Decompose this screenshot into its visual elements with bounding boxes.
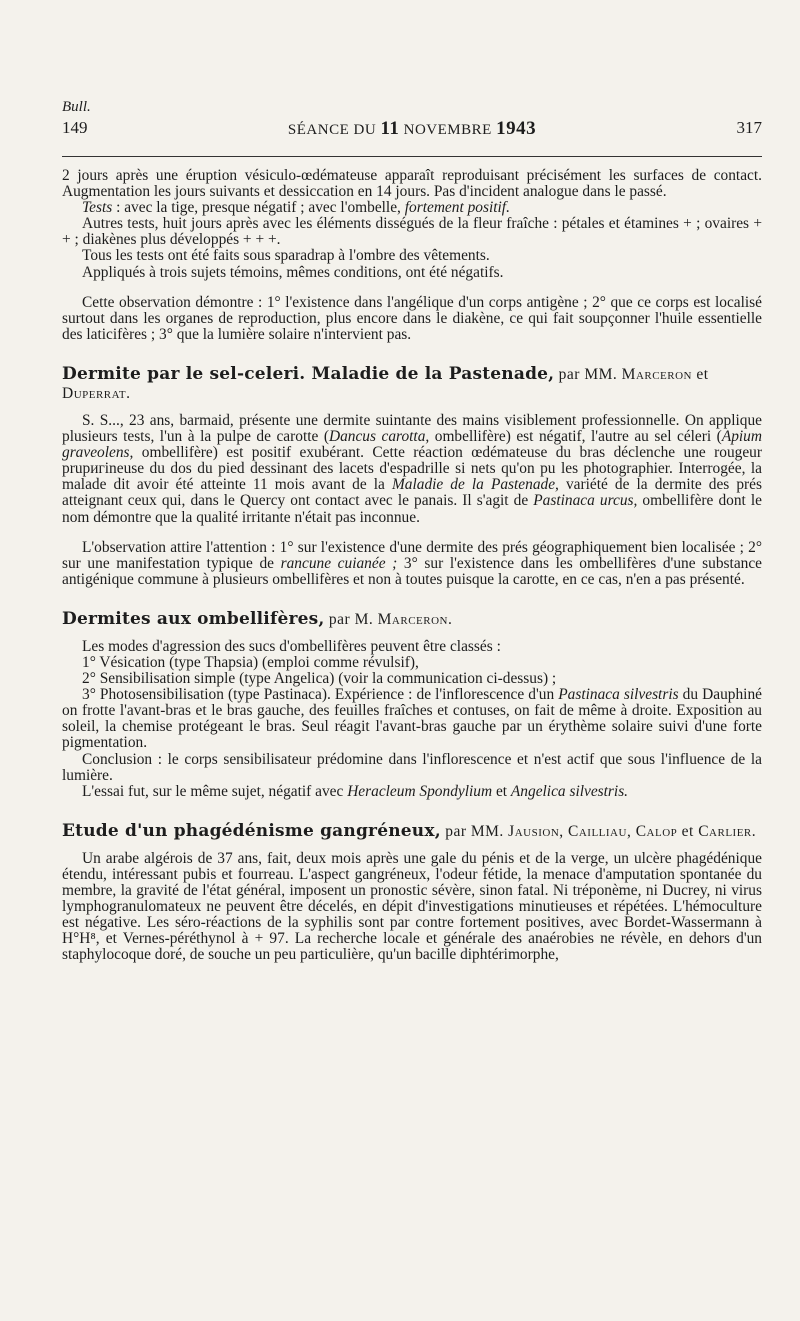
section-3-title: Etude d'un phagédénisme gangréneux, xyxy=(62,820,441,841)
left-page-number: 149 xyxy=(62,118,88,137)
tests-result: fortement positif. xyxy=(404,199,510,217)
intro-tests-paragraph xyxy=(62,200,762,216)
intro-paragraph-4: Tous les tests ont été faits sous sparadrap à l'ombre des vêtements. xyxy=(82,247,490,265)
s2p6-i2: Angelica silvestris. xyxy=(510,782,629,800)
section-1-paragraph-2 xyxy=(62,540,762,588)
section-3-authors: Jausion, Cailliau, Calop xyxy=(508,822,678,840)
section-1-paragraph-1 xyxy=(62,413,762,526)
s1p1-d: variété de la dermite des prés atteignant ceux qui, dans le Quercy ont contact avec le panais. Il s'agit de xyxy=(62,476,763,510)
section-2-title: Dermites aux ombellifères, xyxy=(62,608,325,629)
section-1-author-b: Duperrat. xyxy=(62,384,131,402)
s1p2-a: L'observation attire l'attention : 1° sur l'existence d'une dermite des prés géographiquement bien localisée ; 2° sur une manifestation typique de xyxy=(62,538,762,572)
section-1-title: Dermite par le sel-celeri. Maladie de la Pastenade, xyxy=(62,363,555,384)
intro-paragraph-3: Autres tests, huit jours après avec les éléments disségués de la fleur fraîche : pétales et étamines + ; ovaires + + ; diakènes plus développés + + +. xyxy=(62,215,762,249)
section-3-by: par MM. xyxy=(440,822,509,840)
intro-conclusion-paragraph: Cette observation démontre : 1° l'existence dans l'angélique d'un corps antigène ; 2° que ce corps est localisé surtout dans les organes de reproduction, plus encore dans le diakène, ce qui fait soupçonner l'huile essentielle des laticifères ; 3° que la lumière solaire n'intervient pas. xyxy=(62,293,762,343)
section-2-paragraph-3: 2° Sensibilisation simple (type Angelica) (voir la communication ci-dessus) ; xyxy=(82,670,557,688)
s1p1-i3: Maladie de la Pastenade, xyxy=(391,476,559,494)
header-title-day: 11 xyxy=(380,118,400,139)
tests-label: Tests xyxy=(82,199,113,217)
section-2-author: Marceron. xyxy=(377,610,453,628)
section-3-and: et xyxy=(677,822,699,840)
running-header xyxy=(62,118,762,144)
s1p1-a: S. S..., 23 ans, barmaid, présente une dermite suintante des mains visiblement professionnelle. On applique plusieurs tests, l'un à la pulpe de carotte ( xyxy=(62,411,762,446)
header-title xyxy=(62,118,762,140)
s1p1-e: ombellifère dont le nom démontre que la qualité irritante n'était pas inconnue. xyxy=(62,492,762,526)
header-title-pre: SÉANCE DU xyxy=(287,122,377,138)
section-2-paragraph-6 xyxy=(62,784,762,800)
intro-paragraph-1: 2 jours après une éruption vésiculo-œdémateuse apparaît reproduisant précisément les surfaces de contact. Augmentation les jours suivants et dessiccation en 14 jours. Pas d'incident analogue dans le passé. xyxy=(62,167,762,201)
section-1-by: par MM. xyxy=(554,365,622,383)
header-rule xyxy=(62,156,762,157)
section-3-author-last: Carlier. xyxy=(698,822,757,840)
page-body xyxy=(62,168,762,963)
s1p2-b: 3° sur l'existence dans les ombellifères d'une substance antigénique commune à plusieurs ombellifères et non à toutes puisque la carotte, en ce cas, n'en a pas présenté. xyxy=(62,554,763,588)
header-title-year: 1943 xyxy=(496,118,537,139)
s2p6-i1: Heracleum Spondylium xyxy=(347,782,493,800)
section-2-paragraph-4 xyxy=(62,687,762,751)
section-3-heading xyxy=(62,822,762,841)
page-number: 317 xyxy=(736,118,762,137)
s1p1-i4: Pastinaca urcus, xyxy=(533,492,638,510)
section-2-paragraph-2: 1° Vésication (type Thapsia) (emploi comme révulsif), xyxy=(82,653,419,671)
bulletin-stamp: Bull. xyxy=(62,99,91,115)
section-2-byline xyxy=(325,611,453,628)
s1p1-i1: Dancus carotta, xyxy=(328,428,430,446)
section-1-and: et xyxy=(692,365,709,383)
section-1-heading xyxy=(62,365,762,403)
s2p6-a: L'essai fut, sur le même sujet, négatif avec xyxy=(82,782,348,800)
section-3-byline xyxy=(441,823,756,840)
section-1-author-a: Marceron xyxy=(621,365,692,383)
s1p1-c: ombellifère) est positif exubérant. Cette réaction œdémateuse du bras déclenche une rougeur pruригineuse du dos du pied dessinant des lacets d'espadrille si nets qu'on pu les photographier. Interrogée, la malade dit avoir été atteinte 11 mois avant de la xyxy=(62,444,762,494)
s2p6-b: et xyxy=(492,782,511,800)
section-2-paragraph-5: Conclusion : le corps sensibilisateur prédomine dans l'inflorescence et n'est actif que sous l'influence de la lumière. xyxy=(62,750,762,784)
section-2-paragraph-1: Les modes d'agression des sucs d'ombellifères peuvent être classés : xyxy=(82,637,501,655)
s1p2-i: rancune cuianée ; xyxy=(280,554,398,572)
header-title-month: NOVEMBRE xyxy=(403,122,492,138)
section-3-paragraph-1: Un arabe algérois de 37 ans, fait, deux mois après une gale du pénis et de la verge, un ulcère phagédénique étendu, intéressant pubis et fourreau. L'aspect gangréneux, l'odeur fétide, la menace d'amputation spontanée du membre, la gravité de l'état général, imposent un pronostic sévère, sinon fatal. Ni tréponème, ni Ducrey, ni virus lymphogranulomateux ne peuvent être décelés, en dépit d'investigations minutieuses et répétées. L'hémoculture est négative. Les séro-réactions de la syphilis sont par contre fortement positives, avec Bordet-Wassermann à H°H⁸, et Vernes-péréthynol à + 97. La recherche locale et générale des anaérobies ne révèle, en dehors d'un staphylocoque doré, de souche un peu particulière, qu'un bacille diphtérimorphe, xyxy=(62,849,762,964)
tests-text: : avec la tige, presque négatif ; avec l'ombelle, xyxy=(112,199,405,217)
s2p4-b: du Dauphiné on frotte l'avant-bras et le bras gauche, des feuilles fraîches et contuses, on fait de même à droite. Exposition au soleil, la chemise protégeant le bras. Seul réagit l'avant-bras gauche par un érythème solaire suivi d'une forte pigmentation. xyxy=(62,686,762,752)
s2p4-i: Pastinaca silvestris xyxy=(558,686,679,704)
s1p1-i2: Apium graveolens, xyxy=(62,428,762,462)
s2p4-a: 3° Photosensibilisation (type Pastinaca). Expérience : de l'inflorescence d'un xyxy=(82,686,559,704)
section-2-heading xyxy=(62,610,762,629)
intro-paragraph-5: Appliqués à trois sujets témoins, mêmes conditions, ont été négatifs. xyxy=(82,263,504,281)
s1p1-b: ombellifère) est négatif, l'autre au sel céleri ( xyxy=(429,428,722,446)
section-2-by: par M. xyxy=(324,610,378,628)
